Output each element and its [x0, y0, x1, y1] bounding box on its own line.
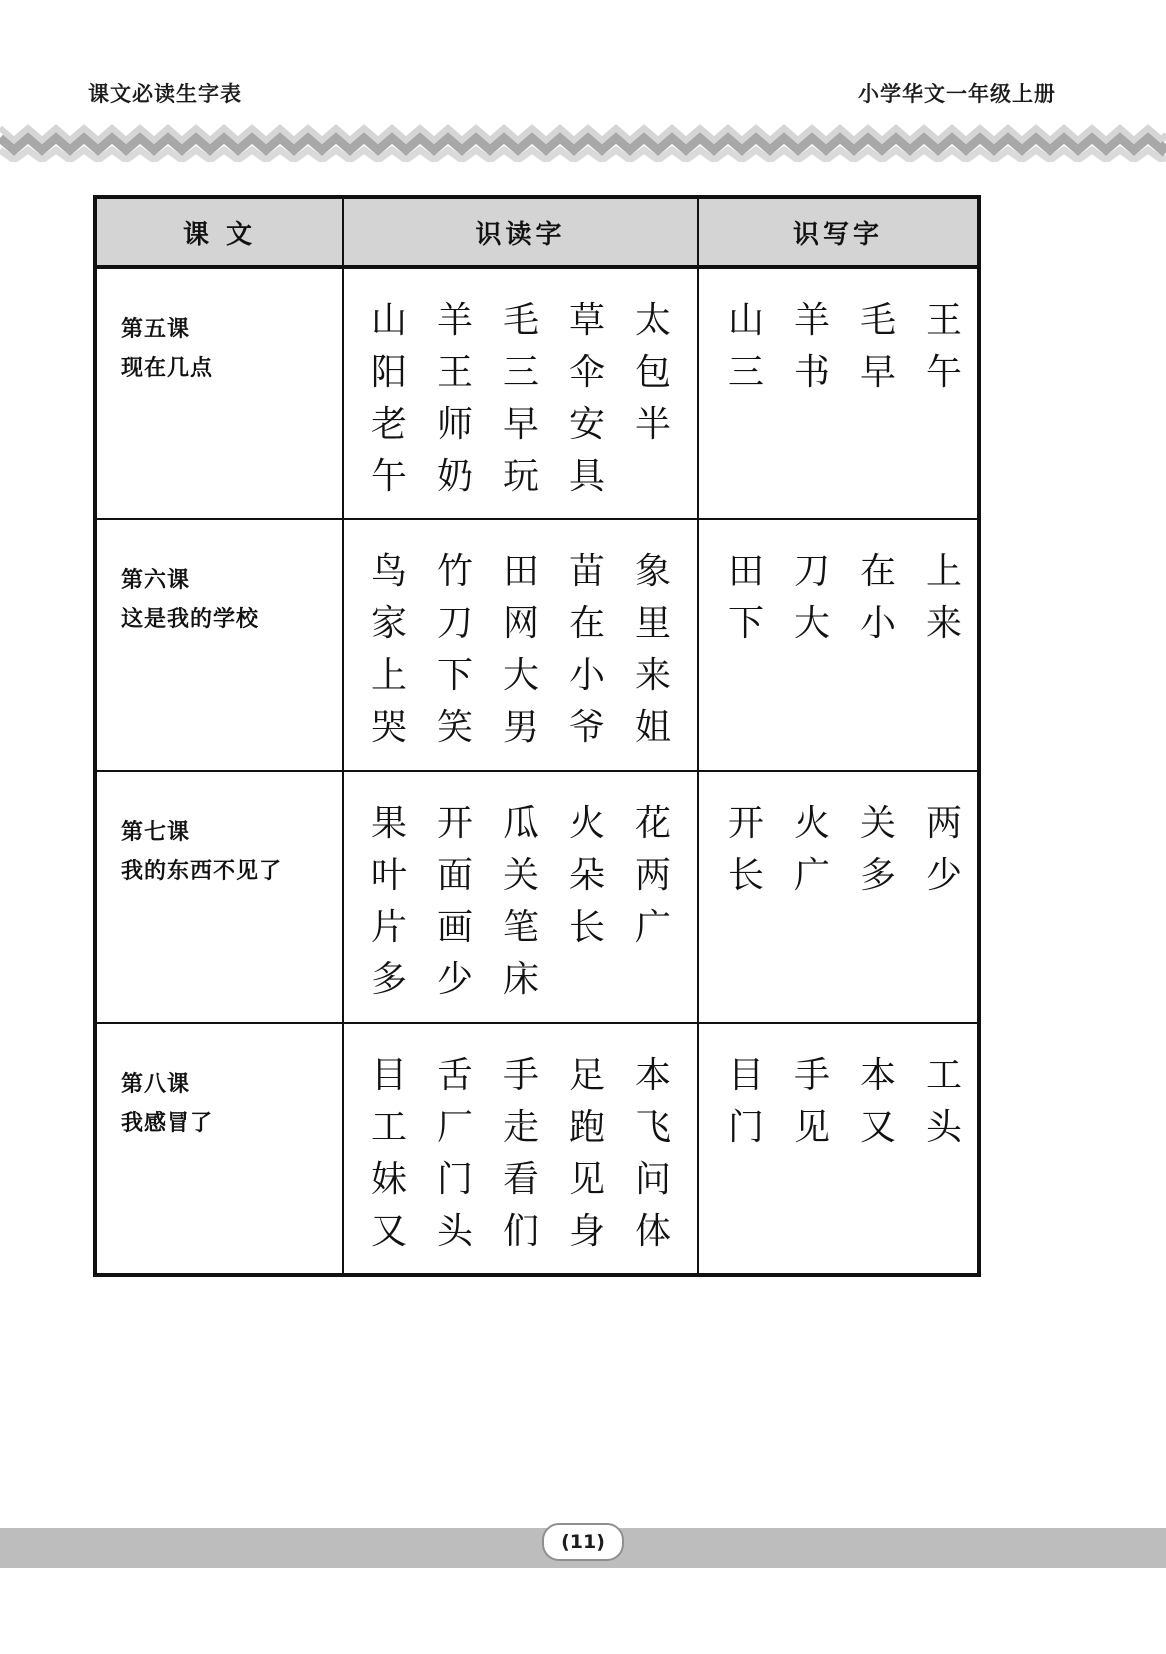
- character: 门: [436, 1159, 473, 1200]
- character-column: [845, 1050, 911, 1154]
- lesson-title: 我的东西不见了: [121, 858, 283, 884]
- character: 果: [370, 803, 407, 844]
- lesson-cell: [95, 771, 343, 1023]
- character: 关: [502, 855, 539, 896]
- character-column: [422, 295, 488, 503]
- character-column: [845, 295, 911, 399]
- character-column: [713, 546, 779, 650]
- column-header-lesson: 课 文: [95, 197, 343, 267]
- vocabulary-sheet: [93, 195, 981, 1277]
- lesson-title: 现在几点: [121, 355, 214, 381]
- character: 两: [634, 855, 671, 896]
- character: 片: [370, 907, 407, 948]
- character: 本: [634, 1055, 671, 1096]
- character-column: [713, 798, 779, 902]
- header-left-title: 课文必读生字表: [88, 82, 242, 106]
- table-body: [95, 267, 979, 1275]
- character: 火: [568, 803, 605, 844]
- character-column: [488, 295, 554, 503]
- character: 老: [370, 404, 407, 445]
- lesson-number: 第七课: [121, 820, 191, 845]
- character: 哭: [370, 707, 407, 748]
- character: 长: [727, 855, 764, 896]
- character: 头: [925, 1107, 962, 1148]
- character: 奶: [436, 456, 473, 497]
- character: 太: [634, 300, 671, 341]
- character: 半: [634, 404, 671, 445]
- character: 大: [793, 603, 830, 644]
- table-row: [95, 771, 979, 1023]
- lesson-cell: [95, 519, 343, 771]
- character-column: [356, 295, 422, 503]
- character: 厂: [436, 1107, 473, 1148]
- character-column: [713, 1050, 779, 1154]
- character: 又: [859, 1107, 896, 1148]
- character: 小: [568, 655, 605, 696]
- lesson-number: 第八课: [121, 1072, 191, 1097]
- character-column: [845, 546, 911, 650]
- character: 安: [568, 404, 605, 445]
- character-column: [356, 546, 422, 754]
- character: 网: [502, 603, 539, 644]
- character-column: [779, 798, 845, 902]
- character: 山: [370, 300, 407, 341]
- character-column: [911, 1050, 977, 1154]
- character: 舌: [436, 1055, 473, 1096]
- read-characters-cell: [343, 267, 698, 519]
- character: 走: [502, 1107, 539, 1148]
- character-column: [911, 546, 977, 650]
- character: 多: [370, 959, 407, 1000]
- character: 工: [925, 1055, 962, 1096]
- character-column: [911, 798, 977, 902]
- character: 伞: [568, 352, 605, 393]
- character: 目: [370, 1055, 407, 1096]
- character: 火: [793, 803, 830, 844]
- character: 田: [727, 551, 764, 592]
- character: 头: [436, 1211, 473, 1252]
- character-column: [779, 546, 845, 650]
- character: 下: [727, 603, 764, 644]
- character: 男: [502, 707, 539, 748]
- character-column: [554, 546, 620, 754]
- character: 笑: [436, 707, 473, 748]
- character-column: [620, 295, 686, 503]
- read-characters-cell: [343, 771, 698, 1023]
- table-row: [95, 267, 979, 519]
- character: 手: [793, 1055, 830, 1096]
- character: 长: [568, 907, 605, 948]
- character: 三: [502, 352, 539, 393]
- character: 瓜: [502, 803, 539, 844]
- character: 师: [436, 404, 473, 445]
- character: 目: [727, 1055, 764, 1096]
- lesson-number: 第五课: [121, 317, 191, 342]
- character: 身: [568, 1211, 605, 1252]
- character: 面: [436, 855, 473, 896]
- character: 爷: [568, 707, 605, 748]
- character-column: [779, 295, 845, 399]
- character-column: [554, 798, 620, 1006]
- character: 羊: [436, 300, 473, 341]
- character-column: [356, 1050, 422, 1258]
- character: 小: [859, 603, 896, 644]
- character: 关: [859, 803, 896, 844]
- character: 象: [634, 551, 671, 592]
- character: 床: [502, 959, 539, 1000]
- lesson-cell: [95, 1023, 343, 1275]
- character-column: [488, 546, 554, 754]
- read-characters-cell: [343, 519, 698, 771]
- character: 问: [634, 1159, 671, 1200]
- table-header-row: [95, 197, 979, 267]
- character: 笔: [502, 907, 539, 948]
- lesson-number: 第六课: [121, 568, 191, 593]
- character: 午: [370, 456, 407, 497]
- zigzag-ornament: [0, 120, 1166, 162]
- character: 具: [568, 456, 605, 497]
- character: 又: [370, 1211, 407, 1252]
- lesson-title: 我感冒了: [121, 1110, 214, 1136]
- character: 书: [793, 352, 830, 393]
- character: 大: [502, 655, 539, 696]
- character: 竹: [436, 551, 473, 592]
- character: 画: [436, 907, 473, 948]
- write-characters-cell: [698, 1023, 979, 1275]
- character-column: [845, 798, 911, 902]
- table-row: [95, 1023, 979, 1275]
- character: 鸟: [370, 551, 407, 592]
- column-header-write: 识写字: [698, 197, 979, 267]
- character: 叶: [370, 855, 407, 896]
- character-column: [488, 1050, 554, 1258]
- write-characters-cell: [698, 267, 979, 519]
- character: 在: [859, 551, 896, 592]
- character: 足: [568, 1055, 605, 1096]
- write-characters-cell: [698, 771, 979, 1023]
- character: 玩: [502, 456, 539, 497]
- character: 开: [727, 803, 764, 844]
- character: 开: [436, 803, 473, 844]
- character: 多: [859, 855, 896, 896]
- character: 午: [925, 352, 962, 393]
- character: 手: [502, 1055, 539, 1096]
- character: 家: [370, 603, 407, 644]
- character: 王: [436, 352, 473, 393]
- character: 见: [568, 1159, 605, 1200]
- character: 草: [568, 300, 605, 341]
- character: 少: [436, 959, 473, 1000]
- character: 朵: [568, 855, 605, 896]
- character: 上: [370, 655, 407, 696]
- character: 花: [634, 803, 671, 844]
- character-column: [422, 798, 488, 1006]
- character: 工: [370, 1107, 407, 1148]
- character: 姐: [634, 707, 671, 748]
- character: 里: [634, 603, 671, 644]
- character: 早: [502, 404, 539, 445]
- character: 苗: [568, 551, 605, 592]
- character-column: [620, 546, 686, 754]
- character: 两: [925, 803, 962, 844]
- character-column: [911, 295, 977, 399]
- character-column: [620, 798, 686, 1006]
- character: 广: [634, 907, 671, 948]
- lesson-title: 这是我的学校: [121, 606, 260, 632]
- character-column: [554, 1050, 620, 1258]
- character: 毛: [859, 300, 896, 341]
- character: 羊: [793, 300, 830, 341]
- character: 毛: [502, 300, 539, 341]
- character: 本: [859, 1055, 896, 1096]
- vocabulary-table: [93, 195, 981, 1277]
- character: 刀: [436, 603, 473, 644]
- character: 妹: [370, 1159, 407, 1200]
- header-right-title: 小学华文一年级上册: [858, 82, 1056, 106]
- character-column: [620, 1050, 686, 1258]
- character-column: [713, 295, 779, 399]
- character-column: [422, 1050, 488, 1258]
- character-column: [554, 295, 620, 503]
- character: 在: [568, 603, 605, 644]
- character-column: [488, 798, 554, 1006]
- column-header-read: 识读字: [343, 197, 698, 267]
- character: 们: [502, 1211, 539, 1252]
- character: 来: [634, 655, 671, 696]
- character: 田: [502, 551, 539, 592]
- character: 下: [436, 655, 473, 696]
- character: 来: [925, 603, 962, 644]
- character: 刀: [793, 551, 830, 592]
- table-row: [95, 519, 979, 771]
- character: 王: [925, 300, 962, 341]
- character: 早: [859, 352, 896, 393]
- lesson-cell: [95, 267, 343, 519]
- character: 见: [793, 1107, 830, 1148]
- character: 三: [727, 352, 764, 393]
- read-characters-cell: [343, 1023, 698, 1275]
- character: 阳: [370, 352, 407, 393]
- character: 门: [727, 1107, 764, 1148]
- character-column: [779, 1050, 845, 1154]
- write-characters-cell: [698, 519, 979, 771]
- character: 山: [727, 300, 764, 341]
- character: 少: [925, 855, 962, 896]
- character: 体: [634, 1211, 671, 1252]
- character: 包: [634, 352, 671, 393]
- character: 飞: [634, 1107, 671, 1148]
- character: 跑: [568, 1107, 605, 1148]
- character: 广: [793, 855, 830, 896]
- character: 看: [502, 1159, 539, 1200]
- character-column: [356, 798, 422, 1006]
- character: 上: [925, 551, 962, 592]
- character-column: [422, 546, 488, 754]
- page-number: (11): [542, 1523, 624, 1561]
